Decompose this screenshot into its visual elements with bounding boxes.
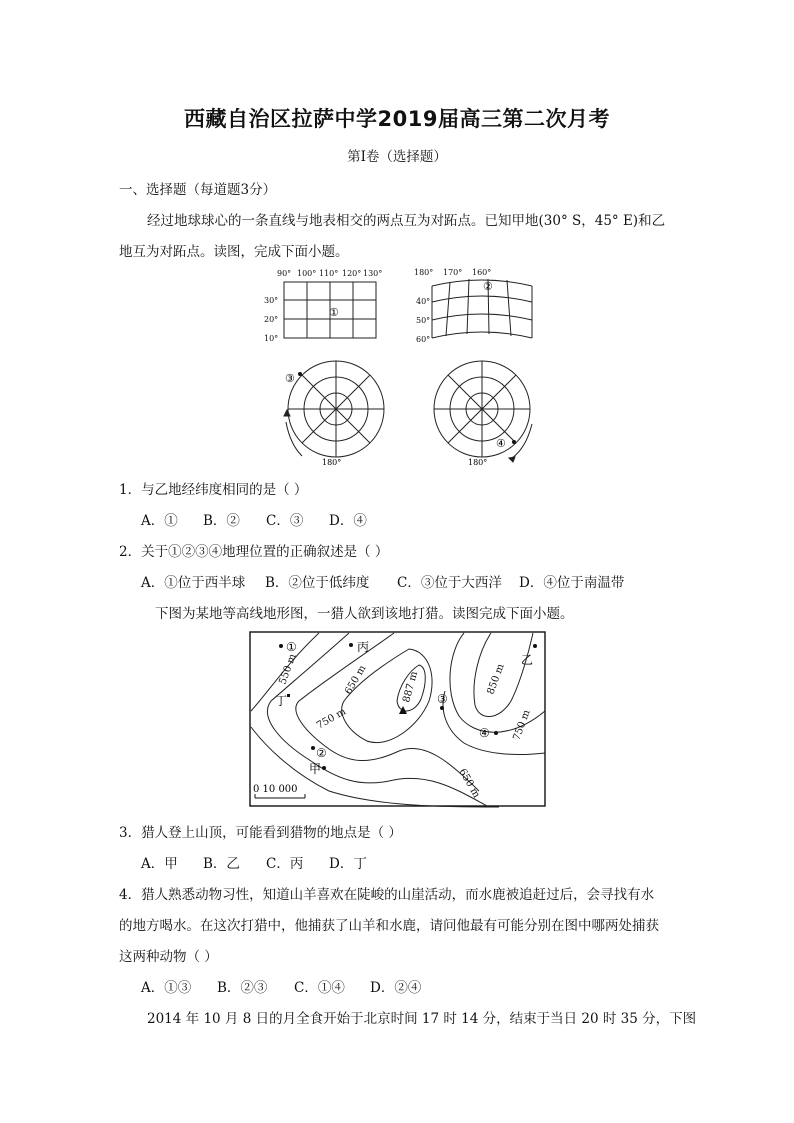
point-yi-label: 乙 <box>521 653 534 667</box>
grid-lat-label: 10° <box>264 334 279 343</box>
contour-label: 650 m <box>456 767 482 800</box>
q3-option-d[interactable]: D．丁 <box>329 856 367 872</box>
point-ding-label: 丁 <box>275 694 288 708</box>
contour-label: 750 m <box>511 708 533 743</box>
section-heading: 一、选择题（每道题3分） <box>119 182 277 198</box>
q3-option-c[interactable]: C．丙 <box>266 856 304 872</box>
intro1-line2: 地互为对跖点。读图，完成下面小题。 <box>119 244 349 260</box>
arc-lon-label: 160° <box>472 268 492 277</box>
q2-option-a[interactable]: A．①位于西半球 <box>141 575 246 591</box>
point-bing-label: 丙 <box>357 640 370 654</box>
q2-option-d[interactable]: D．④位于南温带 <box>519 575 625 591</box>
point-dot <box>494 731 498 735</box>
grid-lon-label: 120° <box>342 269 362 278</box>
scale-label: 0 10 000 <box>253 784 298 795</box>
arc-lon-label: 180° <box>414 268 434 277</box>
q4-stem-line2: 的地方喝水。在这次打猎中，他捕获了山羊和水鹿，请问他最有可能分别在图中哪两处捕获 <box>119 918 659 934</box>
grid-lon-label: 130° <box>363 269 383 278</box>
q4-option-b[interactable]: B．②③ <box>217 980 268 996</box>
point-dot <box>287 694 290 697</box>
contour-label: 650 m <box>343 663 369 697</box>
point-1-label: ① <box>286 640 297 654</box>
grid-lon-label: 90° <box>277 269 292 278</box>
q1-stem: 1．与乙地经纬度相同的是（ ） <box>119 482 308 498</box>
q4-stem-line3: 这两种动物（ ） <box>119 949 218 965</box>
q1-option-d[interactable]: D．④ <box>329 513 367 529</box>
q1-option-b[interactable]: B．② <box>203 513 240 529</box>
grid-lon-label: 110° <box>319 269 339 278</box>
q3-option-a[interactable]: A．甲 <box>141 856 178 872</box>
contour-label: 750 m <box>315 706 348 732</box>
q1-option-a[interactable]: A．① <box>141 513 178 529</box>
arc-lat-label: 40° <box>416 297 431 306</box>
point-jia-label: 甲 <box>309 762 322 776</box>
point-dot <box>349 643 353 647</box>
point-dot <box>533 644 537 648</box>
grid-point-marker: ① <box>329 306 339 319</box>
q4-option-c[interactable]: C．①④ <box>294 980 345 996</box>
arc-lon-label: 170° <box>443 268 463 277</box>
polar-right <box>434 361 532 462</box>
q2-stem: 2．关于①②③④地理位置的正确叙述是（ ） <box>119 544 389 560</box>
polar-right-label: 180° <box>468 458 488 467</box>
contour-label: 887 m <box>401 670 421 704</box>
intro2-text: 下图为某地等高线地形图，一猎人欲到该地打猎。读图完成下面小题。 <box>155 606 574 622</box>
q2-option-b[interactable]: B．②位于低纬度 <box>265 575 370 591</box>
arc-map-lines <box>432 279 532 338</box>
arc-map-labels <box>414 268 491 344</box>
grid-lat-label: 20° <box>264 315 279 324</box>
polar-right-dot <box>512 440 516 444</box>
point-dot <box>322 766 326 770</box>
contour-map <box>249 631 547 809</box>
figure1-map-diagrams <box>260 262 560 472</box>
intro3-text: 2014 年 10 月 8 日的月全食开始于北京时间 17 时 14 分，结束于当日 20 时 35 分，下图 <box>147 1011 697 1027</box>
contour-label: 850 m <box>485 662 507 697</box>
contour-label: 550 m <box>277 652 299 687</box>
point-dot <box>279 644 283 648</box>
q4-stem-line1: 4．猎人熟悉动物习性，知道山羊喜欢在陡峻的山崖活动，而水鹿被追赶过后，会寻找有水 <box>119 887 655 903</box>
page-title: 西藏自治区拉萨中学2019届高三第二次月考 <box>184 107 610 131</box>
polar-left-dot <box>298 372 302 376</box>
section-subtitle: 第Ⅰ卷（选择题） <box>347 149 447 165</box>
point-dot <box>440 706 444 710</box>
grid-lon-label: 100° <box>297 269 317 278</box>
arc-point-marker: ② <box>483 280 493 293</box>
point-dot <box>311 746 315 750</box>
q3-option-b[interactable]: B．乙 <box>203 856 240 872</box>
q1-option-c[interactable]: C．③ <box>266 513 304 529</box>
arc-lat-label: 50° <box>416 316 431 325</box>
intro1-line1: 经过地球球心的一条直线与地表相交的两点互为对跖点。已知甲地(30° S，45° E)和乙 <box>147 213 666 229</box>
q2-option-c[interactable]: C．③位于大西洋 <box>397 575 502 591</box>
polar-left-marker: ③ <box>285 372 295 385</box>
grid-lat-label: 30° <box>264 296 279 305</box>
point-3-label: ③ <box>437 692 448 706</box>
q4-option-d[interactable]: D．②④ <box>370 980 422 996</box>
q3-stem: 3．猎人登上山顶，可能看到猎物的地点是（ ） <box>119 825 402 841</box>
polar-left-label: 180° <box>322 458 342 467</box>
polar-right-marker: ④ <box>496 437 506 450</box>
arc-lat-label: 60° <box>416 335 431 344</box>
grid-map <box>264 269 382 343</box>
point-4-label: ④ <box>479 726 490 740</box>
q4-option-a[interactable]: A．①③ <box>141 980 192 996</box>
point-2-label: ② <box>316 746 327 760</box>
